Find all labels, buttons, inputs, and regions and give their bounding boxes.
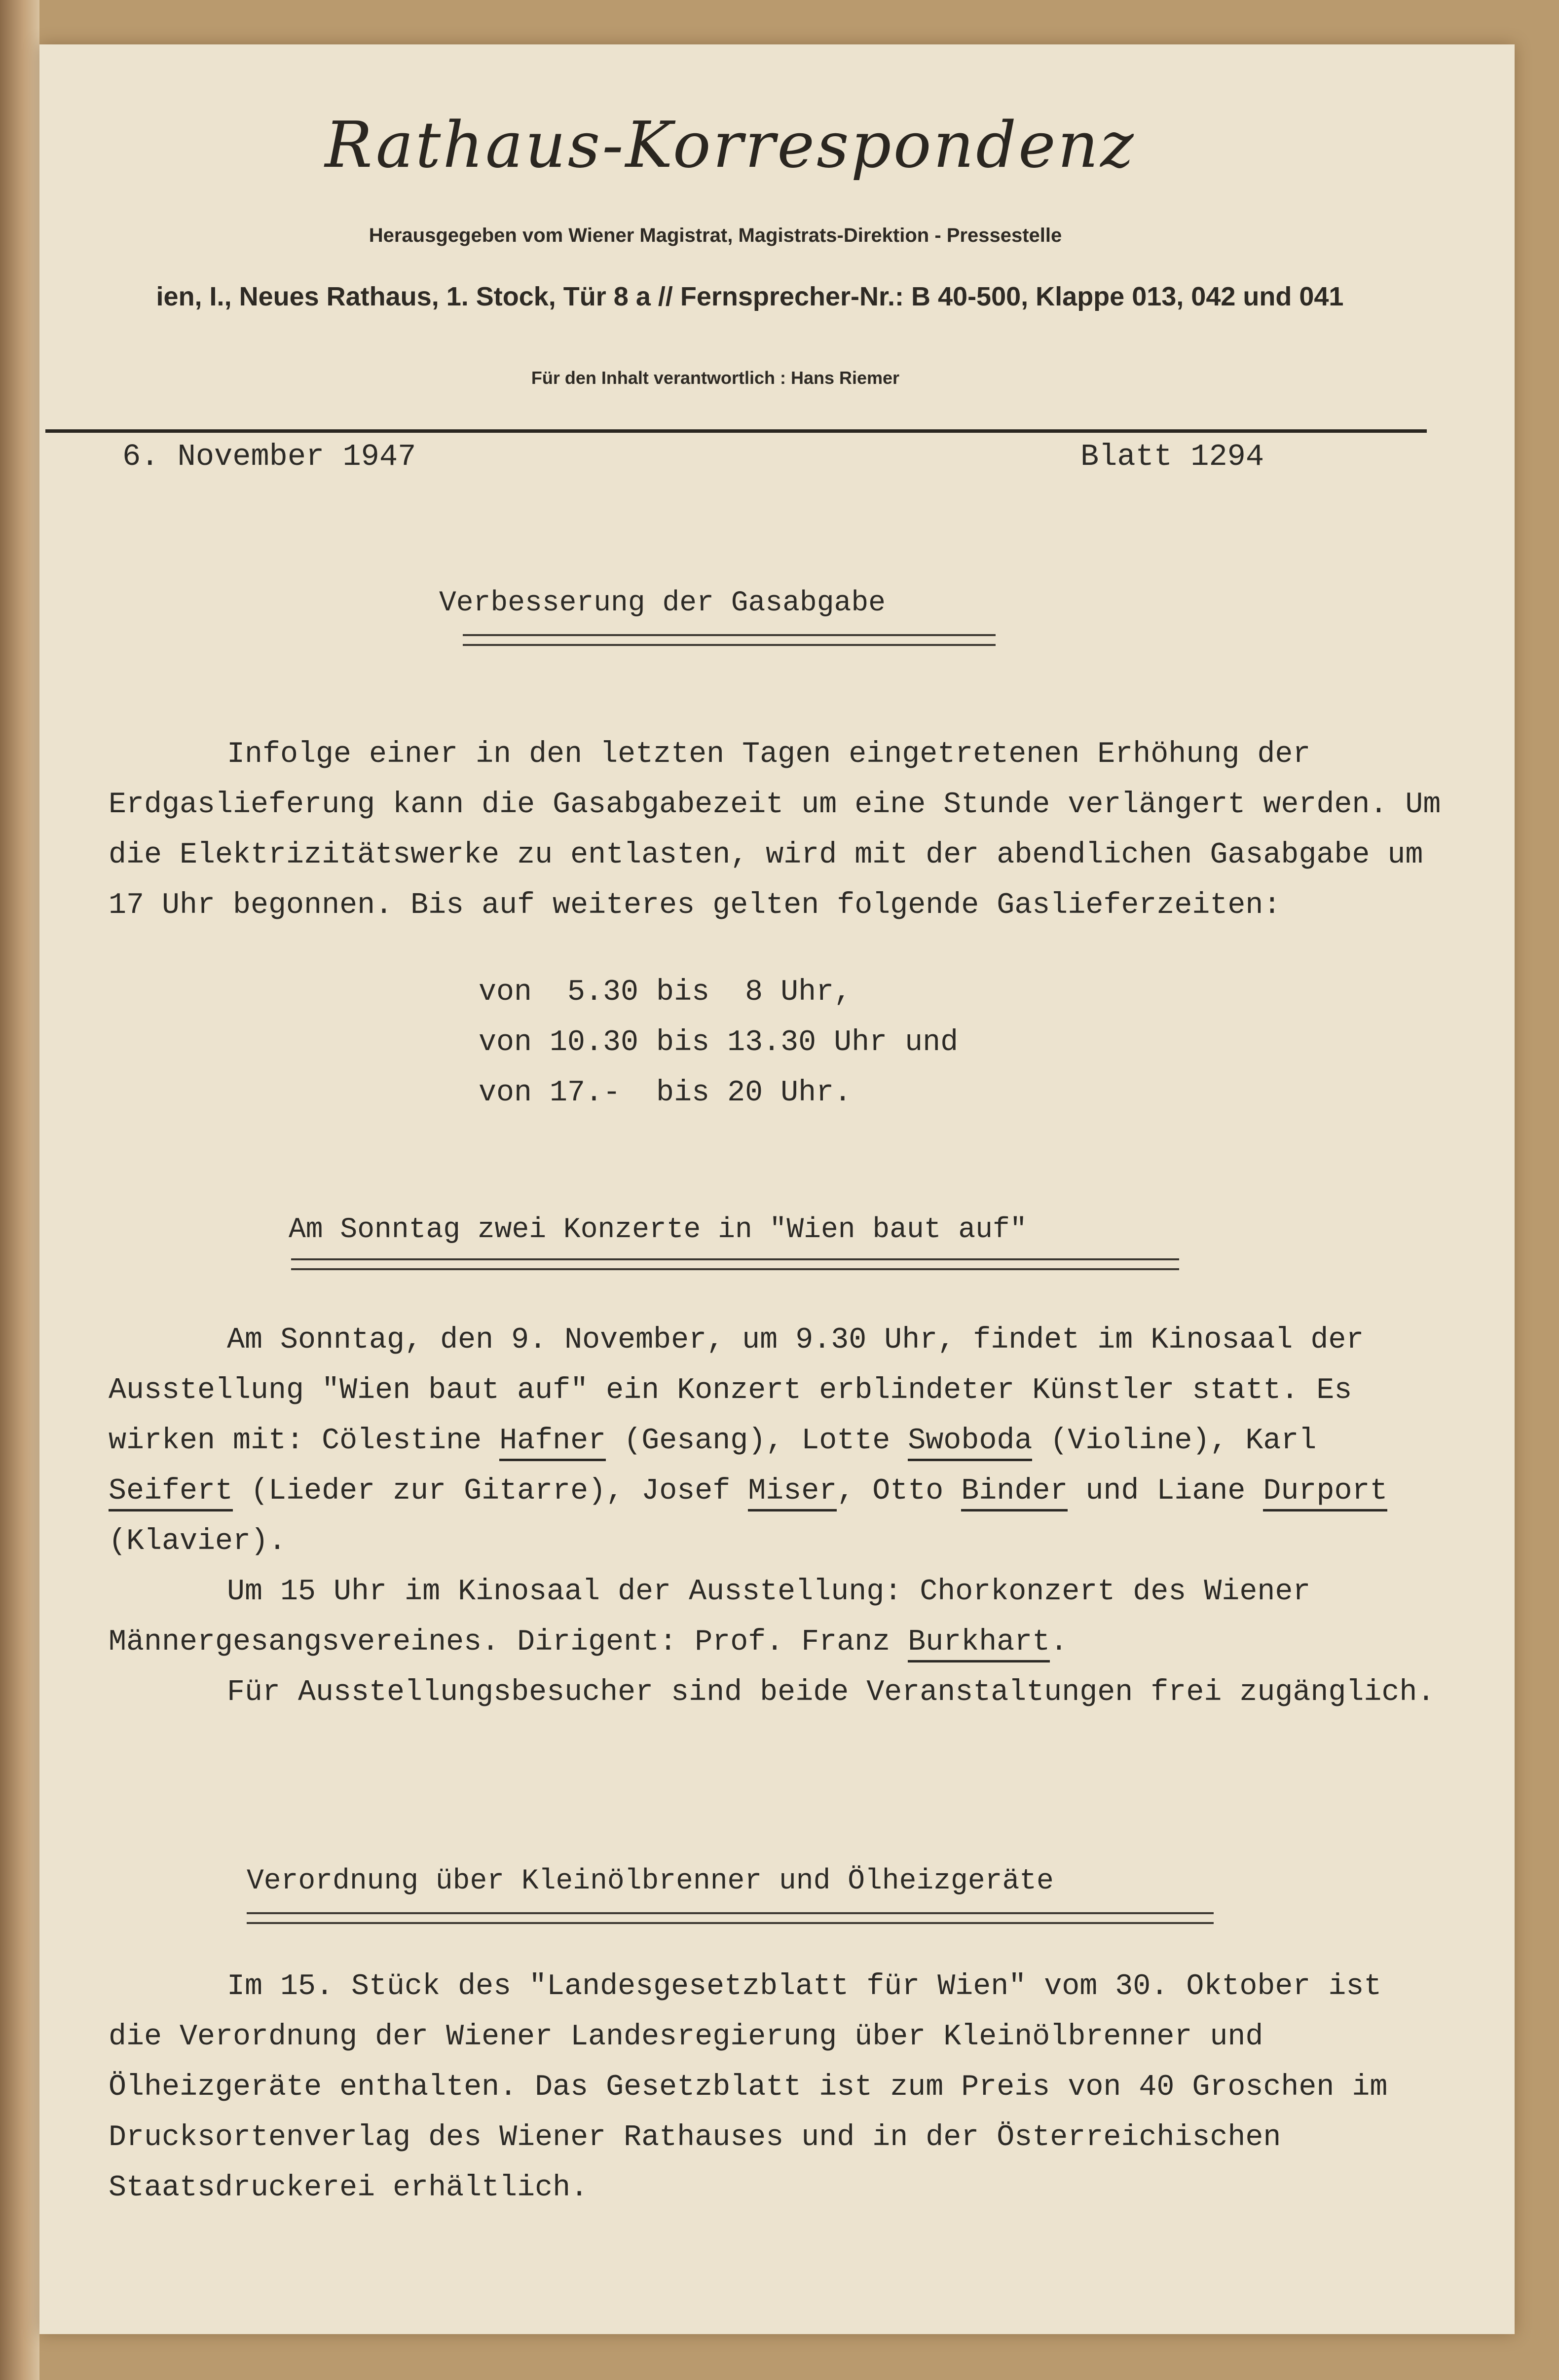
performer-name: Binder	[961, 1474, 1068, 1511]
gas-time-evening: von 17.- bis 20 Uhr.	[479, 1076, 852, 1110]
header-rule	[45, 429, 1427, 433]
article-1-heading: Verbesserung der Gasabgabe	[439, 587, 886, 619]
gas-time-morning: von 5.30 bis 8 Uhr,	[479, 976, 852, 1009]
performer-name: Hafner	[499, 1424, 606, 1461]
article-2-paragraph-3: Für Ausstellungsbesucher sind beide Veranstaltungen frei zugänglich.	[227, 1676, 1435, 1709]
article-2-heading: Am Sonntag zwei Konzerte in "Wien baut auf"	[289, 1214, 1027, 1246]
article-3-heading: Verordnung über Kleinölbrenner und Ölheizgeräte	[247, 1865, 1054, 1897]
gas-time-midday: von 10.30 bis 13.30 Uhr und	[479, 1026, 959, 1059]
article-3-text: Im 15. Stück des "Landesgesetzblatt für Wien" vom 30. Oktober ist die Verordnung der Wiener Landesregierung über Kleinölbrenner und Ölheizgeräte enthalten. Das Gesetzblatt ist zum Preis von 40 Groschen im Drucksortenverlag des Wiener Rathauses und in der Österreichischen Staatsdruckerei erhältlich.	[109, 1970, 1388, 2205]
masthead-subtitle: Herausgegeben vom Wiener Magistrat, Magistrats-Direktion - Pressestelle	[369, 225, 1062, 246]
article-1-heading-underline	[463, 634, 996, 646]
sheet-number: Blatt 1294	[1080, 439, 1264, 474]
article-3-paragraph	[109, 1962, 1450, 2213]
article-3-heading-underline	[247, 1912, 1214, 1924]
binding-edge	[0, 0, 39, 2380]
performer-name: Durport	[1263, 1474, 1387, 1511]
masthead-address: ien, I., Neues Rathaus, 1. Stock, Tür 8 a // Fernsprecher-Nr.: B 40-500, Klappe 013, 042 und 041	[156, 282, 1344, 311]
article-1-paragraph	[109, 729, 1450, 931]
performer-name: Seifert	[109, 1474, 233, 1511]
article-2-heading-underline	[291, 1258, 1179, 1270]
issue-date: 6. November 1947	[122, 439, 416, 474]
article-2-paragraph-2: Um 15 Uhr im Kinosaal der Ausstellung: Chorkonzert des Wiener Männergesangsvereines. Dirigent: Prof. Franz Burkhart.	[109, 1567, 1450, 1667]
performer-name: Swoboda	[908, 1424, 1032, 1461]
article-2-paragraph-1: Am Sonntag, den 9. November, um 9.30 Uhr, findet im Kinosaal der Ausstellung "Wien baut auf" ein Konzert erblindeter Künstler statt. Es wirken mit: Cölestine Hafner (Gesang), Lotte Swoboda (Violine), Karl Seifert (Lieder zur Gitarre), Josef Miser, Otto Binder und Liane Durport (Klavier).	[109, 1323, 1388, 1558]
masthead-responsible: Für den Inhalt verantwortlich : Hans Riemer	[531, 368, 900, 388]
gas-delivery-times	[479, 967, 958, 1118]
masthead-title: Rathaus-Korrespondenz	[325, 109, 1136, 182]
performer-name: Miser	[748, 1474, 837, 1511]
document-page	[39, 44, 1515, 2334]
article-1-text: Infolge einer in den letzten Tagen eingetretenen Erhöhung der Erdgaslieferung kann die Gasabgabezeit um eine Stunde verlängert werden. Um die Elektrizitätswerke zu entlasten, wird mit der abendlichen Gasabgabe um 17 Uhr begonnen. Bis auf weiteres gelten folgende Gaslieferzeiten:	[109, 738, 1441, 922]
conductor-name: Burkhart	[908, 1625, 1050, 1662]
